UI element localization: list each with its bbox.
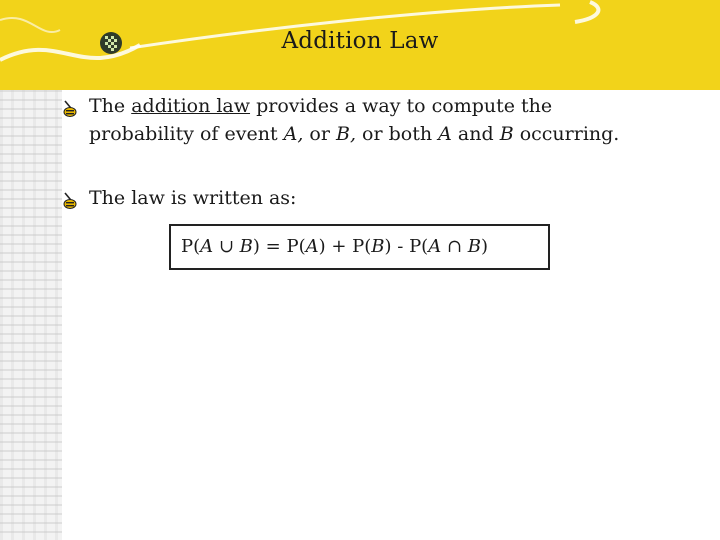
formula-box: P(A ∪ B) = P(A) + P(B) - P(A ∩ B) bbox=[169, 224, 550, 270]
bullet-text-2: The law is written as: bbox=[89, 187, 297, 209]
title-bar bbox=[0, 0, 720, 90]
bee-icon bbox=[62, 100, 78, 118]
slide-title: Addition Law bbox=[281, 28, 439, 54]
bullet-item-law-written bbox=[62, 184, 662, 214]
bullet-item-addition-law bbox=[62, 92, 662, 182]
term-addition-law: addition law bbox=[131, 95, 251, 117]
bullet-text-1: The addition law provides a way to compute the probability of event A, or B, or both A and B occurring. bbox=[89, 95, 620, 145]
bee-icon bbox=[62, 192, 78, 210]
